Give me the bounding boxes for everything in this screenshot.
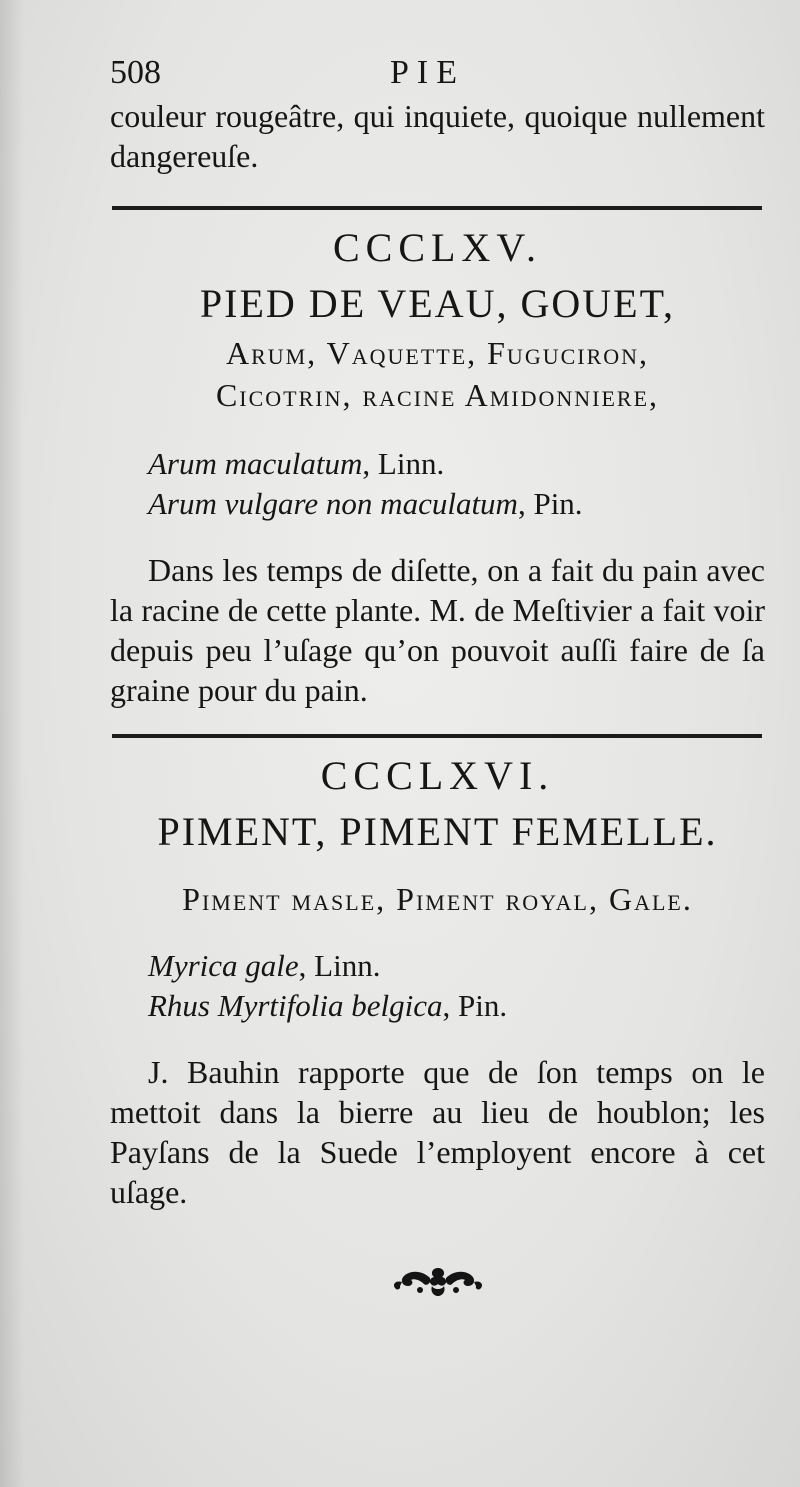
fleuron-ornament-icon (110, 1260, 765, 1305)
continuation-paragraph: couleur rougeâtre, qui inquiete, quoique nullement dangereuſe. (110, 98, 765, 174)
entry-ccclxvi (110, 752, 765, 1212)
entry-title: PIED DE VEAU, GOUET, (199, 281, 676, 326)
book-page (110, 52, 765, 1305)
section-divider (112, 206, 762, 210)
entry-ccclxv (110, 224, 765, 710)
latin-name-line (148, 946, 765, 986)
latin-binomial: Myrica gale (148, 948, 299, 983)
latin-authority: , Linn. (298, 948, 381, 983)
latin-name-line (148, 986, 765, 1026)
section-divider (112, 734, 762, 738)
entry-number: CCCLXVI. (320, 753, 555, 798)
latin-binomial: Arum vulgare non maculatum (148, 486, 518, 521)
latin-authority: , Pin. (442, 988, 508, 1023)
entry-paragraph: Dans les temps de diſette, on a fait du pain avec la racine de cette plante. M. de Meſtivier a fait voir depuis peu l’uſage qu’on pouvoit auſſi faire de ſa graine pour du pain. (110, 552, 765, 708)
latin-name-line (148, 444, 765, 484)
running-head (110, 52, 765, 94)
latin-authority: , Linn. (362, 446, 445, 481)
page-number: 508 (110, 54, 161, 91)
entry-paragraph: J. Bauhin rapporte que de ſon temps on le mettoit dans la bierre au lieu de houblon; les Payſans de la Suede l’employent encore à cet uſage. (110, 1054, 765, 1210)
latin-binomial: Arum maculatum (148, 446, 363, 481)
latin-names (110, 444, 765, 524)
binding-shadow (0, 0, 24, 1487)
latin-authority: , Pin. (517, 486, 583, 521)
entry-number: CCCLXV. (332, 225, 543, 270)
running-head-title: PIE (390, 54, 465, 91)
latin-names (110, 946, 765, 1026)
synonyms-line: Cicotrin, racine Amidonniere, (215, 377, 660, 413)
latin-name-line (148, 484, 765, 524)
synonyms-line: Arum, Vaquette, Fuguciron, (225, 335, 650, 371)
entry-title: PIMENT, PIMENT FEMELLE. (157, 809, 718, 854)
latin-binomial: Rhus Myrtifolia belgica (148, 988, 443, 1023)
synonyms-line: Piment masle, Piment royal, Gale. (182, 881, 693, 917)
